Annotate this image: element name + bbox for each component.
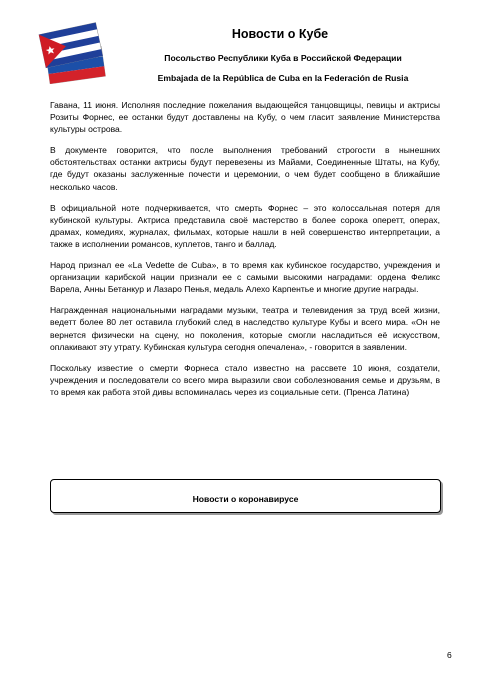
article-paragraph: В документе говорится, что после выполнения требований строгости в нынешних обстоятельствах останки актрисы будут перевезены из Майами, Соединенные Штаты, на Кубу, где будут оказаны заслуженные почести и церемонии, о чем будет сообщено в ближайшие несколько часов.: [50, 145, 440, 192]
page-number: 6: [447, 650, 452, 660]
coronavirus-news-section-box: [50, 479, 441, 513]
article-paragraph: Гавана, 11 июня. Исполняя последние пожелания выдающейся танцовщицы, певицы и актрисы Розиты Форнес, ее останки будут доставлены на Кубу, о чем гласит заявление Министерства культуры острова.: [50, 100, 440, 135]
article-paragraph: В официальной ноте подчеркивается, что смерть Форнес – это колоссальная потеря для кубинской культуры. Актриса представила своё мастерство в более сорока оперетт, операх, драмах, комедиях, журналах, фильмах, которые нашли в ней совершенство интерпретации, а также в исполнении романсов, куплетов, танго и баллад.: [50, 202, 440, 249]
embassy-name-es: Embajada de la República de Cuba en la Federación de Rusia: [157, 73, 409, 83]
embassy-name-ru: Посольство Республики Куба в Российской Федерации: [164, 53, 402, 63]
cuba-russia-flag-logo: [38, 22, 114, 84]
section-box-label: Новости о коронавирусе: [192, 494, 299, 504]
article-paragraph: Поскольку известие о смерти Форнеса стало известно на рассвете 10 июня, создатели, учреждения и последователи со всего мира выразили свои соболезнования семье и друзьям, в то время как работа этой дивы вспоминалась через из социальные сети. (Пренса Латина): [50, 362, 440, 397]
article-paragraph: Награжденная национальными наградами музыки, театра и телевидения за труд всей жизни, ведетт более 80 лет оставила глубокий след в наследство культуре Кубы и всего мира. «Он не вернется физически на сцену, но поколения, которые смогли насладиться её искусством, оплакивают эту утрату. Кубинская культура сегодня опечалена», - говорится в заявлении.: [50, 305, 440, 352]
article-body: [50, 99, 440, 407]
page-title: Новости о Кубе: [231, 27, 329, 41]
article-paragraph: Народ признал ее «La Vedette de Cuba», в то время как кубинское государство, учреждения и организации карибской нации признали ее с самыми высокими наградами: ордена Феликс Варела, Анны Бетанкур и Лазаро Пенья, медаль Алехо Карпентье и многие другие награды.: [50, 260, 440, 295]
